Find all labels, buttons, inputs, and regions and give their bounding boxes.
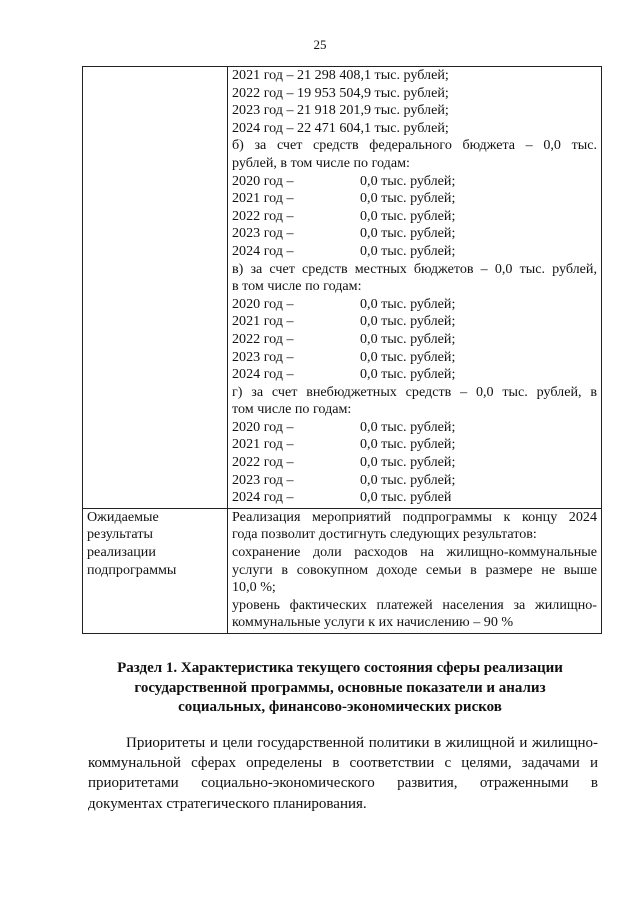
local-year-line: [232, 349, 597, 367]
results-details-cell: [228, 508, 602, 633]
section-heading: [90, 659, 590, 718]
extra-budget-year-line: [232, 436, 597, 454]
year-value: 0,0 тыс. рублей;: [360, 471, 456, 488]
year-value: 0,0 тыс. рублей;: [360, 207, 456, 224]
year-label: 2024 год –: [232, 366, 294, 383]
federal-year-line: [232, 225, 597, 243]
year-value: 0,0 тыс. рублей;: [360, 348, 456, 365]
local-year-line: [232, 331, 597, 349]
year-value: 0,0 тыс. рублей;: [360, 418, 456, 435]
year-label: 2021 год –: [232, 436, 294, 453]
results-row: [83, 508, 602, 633]
year-label: 2023 год –: [232, 471, 294, 488]
year-label: 2023 год –: [232, 348, 294, 365]
local-year-line: [232, 366, 597, 384]
year-label: 2022 год –: [232, 207, 294, 224]
financing-row: [83, 67, 602, 509]
results-label-line: результаты: [87, 526, 153, 543]
year-label: 2022 год –: [232, 330, 294, 347]
regional-year-line: 2023 год – 21 918 201,9 тыс. рублей;: [232, 102, 449, 119]
year-value: 0,0 тыс. рублей;: [360, 242, 456, 259]
federal-year-line: [232, 173, 597, 191]
year-label: 2021 год –: [232, 313, 294, 330]
results-label-line: Ожидаемые: [87, 508, 159, 525]
year-value: 0,0 тыс. рублей;: [360, 454, 456, 471]
local-year-line: [232, 313, 597, 331]
extra-budget-year-line: [232, 419, 597, 437]
year-label: 2023 год –: [232, 225, 294, 242]
federal-intro-line: б) за счет средств федерального бюджета – 0,0 тыс.: [232, 137, 597, 154]
regional-year-line: 2024 год – 22 471 604,1 тыс. рублей;: [232, 119, 449, 136]
results-line: услуги в совокупном доходе семьи в размере не выше: [232, 561, 597, 578]
results-line: коммунальные услуги к их начислению – 90 %: [232, 614, 514, 631]
financing-details-cell: [228, 67, 602, 509]
year-value: 0,0 тыс. рублей: [360, 489, 452, 506]
year-label: 2024 год –: [232, 489, 294, 506]
extra-budget-year-line: [232, 472, 597, 490]
year-value: 0,0 тыс. рублей;: [360, 436, 456, 453]
extra-budget-intro-line: г) за счет внебюджетных средств – 0,0 тыс. рублей, в: [232, 383, 597, 400]
section-heading-line: социальных, финансово-экономических рисков: [178, 699, 502, 715]
year-label: 2024 год –: [232, 242, 294, 259]
year-value: 0,0 тыс. рублей;: [360, 225, 456, 242]
extra-budget-intro-line: том числе по годам:: [232, 401, 352, 418]
year-value: 0,0 тыс. рублей;: [360, 366, 456, 383]
federal-year-line: [232, 190, 597, 208]
section-heading-line: государственной программы, основные показатели и анализ: [134, 679, 546, 696]
federal-intro-line: рублей, в том числе по годам:: [232, 154, 410, 171]
year-value: 0,0 тыс. рублей;: [360, 172, 456, 189]
federal-year-line: [232, 243, 597, 261]
results-line: года позволит достигнуть следующих результатов:: [232, 526, 537, 543]
regional-year-line: 2021 год – 21 298 408,1 тыс. рублей;: [232, 67, 449, 83]
regional-year-line: 2022 год – 19 953 504,9 тыс. рублей;: [232, 84, 449, 101]
results-label-line: реализации: [87, 544, 156, 561]
year-value: 0,0 тыс. рублей;: [360, 313, 456, 330]
year-label: 2020 год –: [232, 172, 294, 189]
financing-label-cell: [83, 67, 228, 509]
results-label-line: подпрограммы: [87, 561, 177, 578]
local-year-line: [232, 296, 597, 314]
year-value: 0,0 тыс. рублей;: [360, 295, 456, 312]
section-heading-line: Раздел 1. Характеристика текущего состояния сферы реализации: [117, 660, 563, 676]
year-value: 0,0 тыс. рублей;: [360, 330, 456, 347]
page-number: 25: [313, 37, 327, 52]
results-label-cell: [83, 508, 228, 633]
results-line: Реализация мероприятий подпрограммы к концу 2024: [232, 508, 597, 525]
section-paragraph: Приоритеты и цели государственной политики в жилищной и жилищно-коммунальной сферах определены в соответствии с целями, задачами и приоритетами социально-экономического развития, отраженными в документах стратегического планирования.: [88, 735, 598, 812]
year-value: 0,0 тыс. рублей;: [360, 190, 456, 207]
extra-budget-year-line: [232, 454, 597, 472]
results-line: 10,0 %;: [232, 579, 276, 596]
local-intro-line: в) за счет средств местных бюджетов – 0,0 тыс. рублей,: [232, 260, 597, 277]
local-intro-line: в том числе по годам:: [232, 278, 362, 295]
year-label: 2021 год –: [232, 190, 294, 207]
federal-year-line: [232, 208, 597, 226]
results-line: уровень фактических платежей населения за жилищно-: [232, 596, 597, 613]
subprogram-passport-table: [82, 66, 602, 634]
year-label: 2020 год –: [232, 295, 294, 312]
year-label: 2022 год –: [232, 454, 294, 471]
results-line: сохранение доли расходов на жилищно-коммунальные: [232, 544, 597, 561]
year-label: 2020 год –: [232, 418, 294, 435]
extra-budget-year-line: [232, 489, 597, 507]
